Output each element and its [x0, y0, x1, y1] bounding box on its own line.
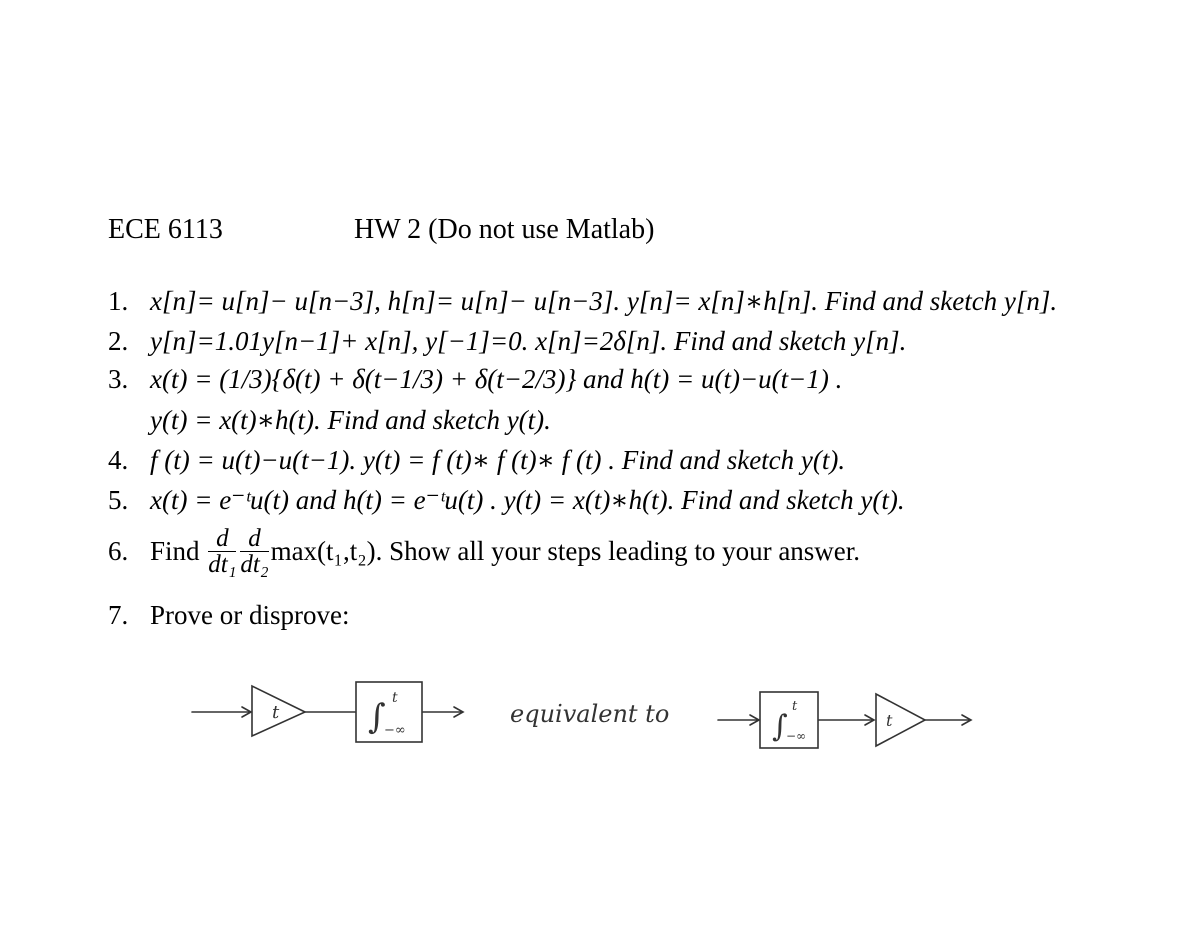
integral-upper-limit: t — [392, 690, 398, 706]
problem-number: 5. — [108, 485, 129, 515]
gain-triangle-right — [876, 694, 925, 746]
problem-number: 7. — [108, 600, 129, 630]
integral-lower-limit: −∞ — [384, 723, 406, 738]
block-diagram-figure — [140, 668, 980, 758]
problem-6 — [108, 526, 860, 577]
problem-text: f (t) = u(t)−u(t−1). y(t) = f (t)∗ f (t)∗ f (t) . Find and sketch y(t). — [150, 445, 846, 475]
integral-sign-right: ∫ — [772, 709, 788, 744]
max-expression: max(t₁,t₂) — [270, 536, 376, 566]
problem-number: 3. — [108, 364, 129, 394]
problem-text: x[n]= u[n]− u[n−3], h[n]= u[n]− u[n−3]. y[n]= x[n]∗h[n]. Find and sketch y[n]. — [150, 286, 1058, 316]
fraction-numerator: d — [208, 526, 236, 552]
problem-3 — [108, 366, 842, 393]
equivalent-to-text: equivalent to — [510, 700, 670, 728]
problem-text: x(t) = (1/3){δ(t) + δ(t−1/3) + δ(t−2/3)} and h(t) = u(t)−u(t−1) . — [150, 364, 843, 394]
problem-number: 2. — [108, 326, 129, 356]
problem-text: y(t) = x(t)∗h(t). Find and sketch y(t). — [150, 405, 551, 435]
problem-3-continued — [150, 407, 551, 434]
integral-lower-limit: −∞ — [786, 729, 807, 743]
course-code: ECE 6113 — [108, 214, 223, 245]
gain-label-left: t — [272, 702, 280, 723]
fraction-denominator: dt₂ — [240, 551, 269, 578]
problem-5 — [108, 487, 905, 514]
problem-find-word: Find — [150, 536, 200, 566]
homework-title: HW 2 (Do not use Matlab) — [354, 214, 655, 245]
problem-text: x(t) = e⁻ᵗu(t) and h(t) = e⁻ᵗu(t) . y(t) = x(t)∗h(t). Find and sketch y(t). — [150, 485, 905, 515]
derivative-fraction-1 — [208, 526, 236, 577]
problem-4 — [108, 447, 845, 474]
problem-text: y[n]=1.01y[n−1]+ x[n], y[−1]=0. x[n]=2δ[n]. Find and sketch y[n]. — [150, 326, 907, 356]
gain-label-right: t — [886, 711, 893, 730]
derivative-fraction-2 — [240, 526, 268, 577]
problem-number: 1. — [108, 286, 129, 316]
problem-2 — [108, 328, 906, 355]
problem-7 — [108, 602, 349, 629]
integral-upper-limit: t — [792, 699, 798, 714]
problem-text: . Show all your steps leading to your answer. — [375, 536, 861, 566]
fraction-denominator: dt₁ — [208, 551, 237, 578]
integral-sign-left: ∫ — [368, 697, 386, 737]
problem-text: Prove or disprove: — [150, 600, 350, 630]
problem-1 — [108, 288, 1057, 315]
problem-number: 6. — [108, 536, 129, 566]
fraction-numerator: d — [240, 526, 268, 552]
problem-number: 4. — [108, 445, 129, 475]
